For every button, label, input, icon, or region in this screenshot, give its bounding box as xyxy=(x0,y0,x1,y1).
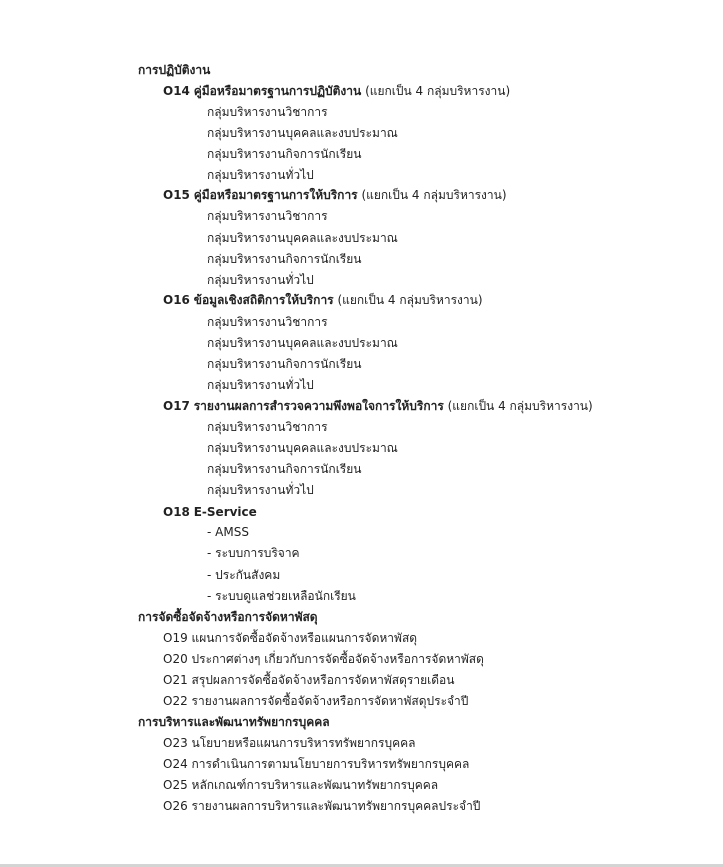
item-code: O15 xyxy=(163,188,190,202)
group-general: กลุ่มบริหารงานทั่วไป xyxy=(207,483,314,497)
group-student-affairs: กลุ่มบริหารงานกิจการนักเรียน xyxy=(207,462,362,476)
item-o23: O23 นโยบายหรือแผนการบริหารทรัพยากรบุคคล xyxy=(163,736,416,750)
group-academic: กลุ่มบริหารงานวิชาการ xyxy=(207,420,328,434)
item-title: ข้อมูลเชิงสถิติการให้บริการ xyxy=(193,293,334,307)
item-code: O16 xyxy=(163,293,190,307)
eservice-item: - AMSS xyxy=(207,525,249,539)
group-student-affairs: กลุ่มบริหารงานกิจการนักเรียน xyxy=(207,357,362,371)
group-academic: กลุ่มบริหารงานวิชาการ xyxy=(207,209,328,223)
item-note: (แยกเป็น 4 กลุ่มบริหารงาน) xyxy=(337,293,483,307)
group-general: กลุ่มบริหารงานทั่วไป xyxy=(207,273,314,287)
item-o14 xyxy=(163,83,510,99)
group-academic: กลุ่มบริหารงานวิชาการ xyxy=(207,105,328,119)
item-o17 xyxy=(163,398,593,414)
section-heading-hr: การบริหารและพัฒนาทรัพยากรบุคคล xyxy=(138,715,330,729)
group-general: กลุ่มบริหารงานทั่วไป xyxy=(207,378,314,392)
item-o25: O25 หลักเกณฑ์การบริหารและพัฒนาทรัพยากรบุคคล xyxy=(163,778,439,792)
item-o24: O24 การดำเนินการตามนโยบายการบริหารทรัพยากรบุคคล xyxy=(163,757,470,771)
group-academic: กลุ่มบริหารงานวิชาการ xyxy=(207,315,328,329)
group-general: กลุ่มบริหารงานทั่วไป xyxy=(207,168,314,182)
item-o16 xyxy=(163,292,483,308)
item-title: คู่มือหรือมาตรฐานการให้บริการ xyxy=(193,188,358,202)
item-title: รายงานผลการสำรวจความพึงพอใจการให้บริการ xyxy=(193,399,444,413)
item-o18 xyxy=(163,504,257,520)
item-code: O18 xyxy=(163,505,190,519)
item-o21: O21 สรุปผลการจัดซื้อจัดจ้างหรือการจัดหาพัสดุรายเดือน xyxy=(163,673,455,687)
item-o26: O26 รายงานผลการบริหารและพัฒนาทรัพยากรบุคคลประจำปี xyxy=(163,799,481,813)
eservice-item: - ระบบการบริจาค xyxy=(207,546,300,560)
item-code: O17 xyxy=(163,399,190,413)
group-student-affairs: กลุ่มบริหารงานกิจการนักเรียน xyxy=(207,147,362,161)
section-heading-procurement: การจัดซื้อจัดจ้างหรือการจัดหาพัสดุ xyxy=(138,610,318,624)
section-heading-practice: การปฏิบัติงาน xyxy=(138,63,211,77)
item-note: (แยกเป็น 4 กลุ่มบริหารงาน) xyxy=(365,84,511,98)
item-note: (แยกเป็น 4 กลุ่มบริหารงาน) xyxy=(447,399,593,413)
item-o22: O22 รายงานผลการจัดซื้อจัดจ้างหรือการจัดหาพัสดุประจำปี xyxy=(163,694,469,708)
group-personnel-budget: กลุ่มบริหารงานบุคคลและงบประมาณ xyxy=(207,336,398,350)
eservice-item: - ประกันสังคม xyxy=(207,568,281,582)
group-student-affairs: กลุ่มบริหารงานกิจการนักเรียน xyxy=(207,252,362,266)
item-note: (แยกเป็น 4 กลุ่มบริหารงาน) xyxy=(361,188,507,202)
item-code: O14 xyxy=(163,84,190,98)
eservice-item: - ระบบดูแลช่วยเหลือนักเรียน xyxy=(207,589,356,603)
group-personnel-budget: กลุ่มบริหารงานบุคคลและงบประมาณ xyxy=(207,231,398,245)
group-personnel-budget: กลุ่มบริหารงานบุคคลและงบประมาณ xyxy=(207,126,398,140)
item-o19: O19 แผนการจัดซื้อจัดจ้างหรือแผนการจัดหาพัสดุ xyxy=(163,631,418,645)
item-title: คู่มือหรือมาตรฐานการปฏิบัติงาน xyxy=(193,84,362,98)
item-title: E-Service xyxy=(193,505,257,519)
item-o20: O20 ประกาศต่างๆ เกี่ยวกับการจัดซื้อจัดจ้างหรือการจัดหาพัสดุ xyxy=(163,652,484,666)
group-personnel-budget: กลุ่มบริหารงานบุคคลและงบประมาณ xyxy=(207,441,398,455)
item-o15 xyxy=(163,187,507,203)
